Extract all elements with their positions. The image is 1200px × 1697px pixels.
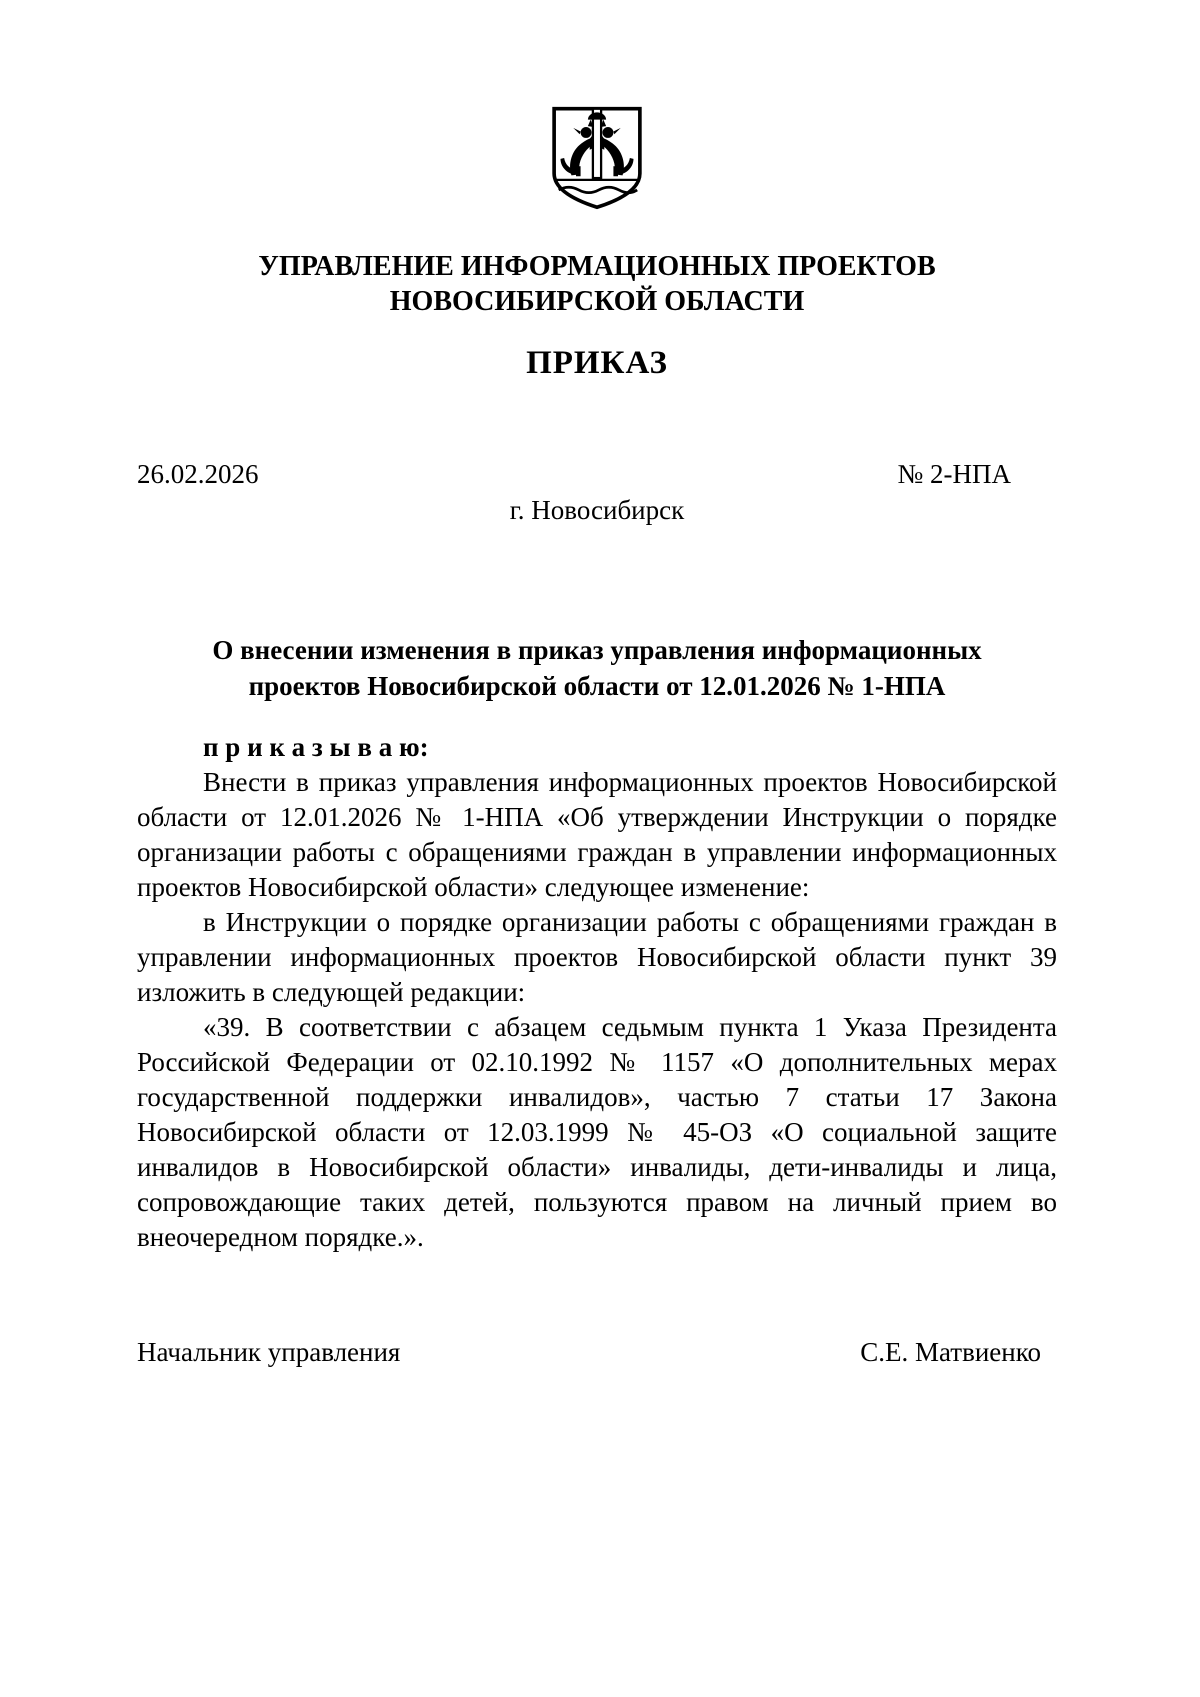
org-name-line1: УПРАВЛЕНИЕ ИНФОРМАЦИОННЫХ ПРОЕКТОВ <box>258 251 936 282</box>
signature-name: С.Е. Матвиенко <box>860 1337 1041 1367</box>
document-number: № 2-НПА <box>897 459 1011 489</box>
document-body <box>137 730 1057 1255</box>
paragraph-1: Внести в приказ управления информационных проектов Новосибирской области от 12.01.2026 № 1-НПА «Об утверждении Инструкции о порядке организации работы с обращениями граждан в управлении информационных проектов Новосибирской области» следующее изменение: <box>137 767 1057 902</box>
order-word: п р и к а з ы в а ю: <box>203 732 429 762</box>
document-city: г. Новосибирск <box>509 495 685 525</box>
paragraph-2: в Инструкции о порядке организации работы с обращениями граждан в управлении информационных проектов Новосибирской области пункт 39 изложить в следующей редакции: <box>137 907 1057 1007</box>
signature-row <box>137 1335 1057 1370</box>
document-title: О внесении изменения в приказ управления информационных проектов Новосибирской области от 12.01.2026 № 1-НПА <box>212 635 982 701</box>
coat-of-arms-icon <box>137 106 1057 215</box>
document-meta-row <box>137 457 1057 492</box>
org-name-line2: НОВОСИБИРСКОЙ ОБЛАСТИ <box>389 286 805 317</box>
document-date: 26.02.2026 <box>137 459 259 489</box>
document-type-heading: ПРИКАЗ <box>526 345 668 381</box>
signature-position: Начальник управления <box>137 1337 401 1367</box>
paragraph-3: «39. В соответствии с абзацем седьмым пункта 1 Указа Президента Российской Федерации от 02.10.1992 № 1157 «О дополнительных мерах государственной поддержки инвалидов», частью 7 статьи 17 Закона Новосибирской области от 12.03.1999 № 45-ОЗ «О социальной защите инвалидов в Новосибирской области» инвалиды, дети-инвалиды и лица, сопровождающие таких детей, пользуются правом на личный прием во внеочередном порядке.». <box>137 1012 1057 1252</box>
